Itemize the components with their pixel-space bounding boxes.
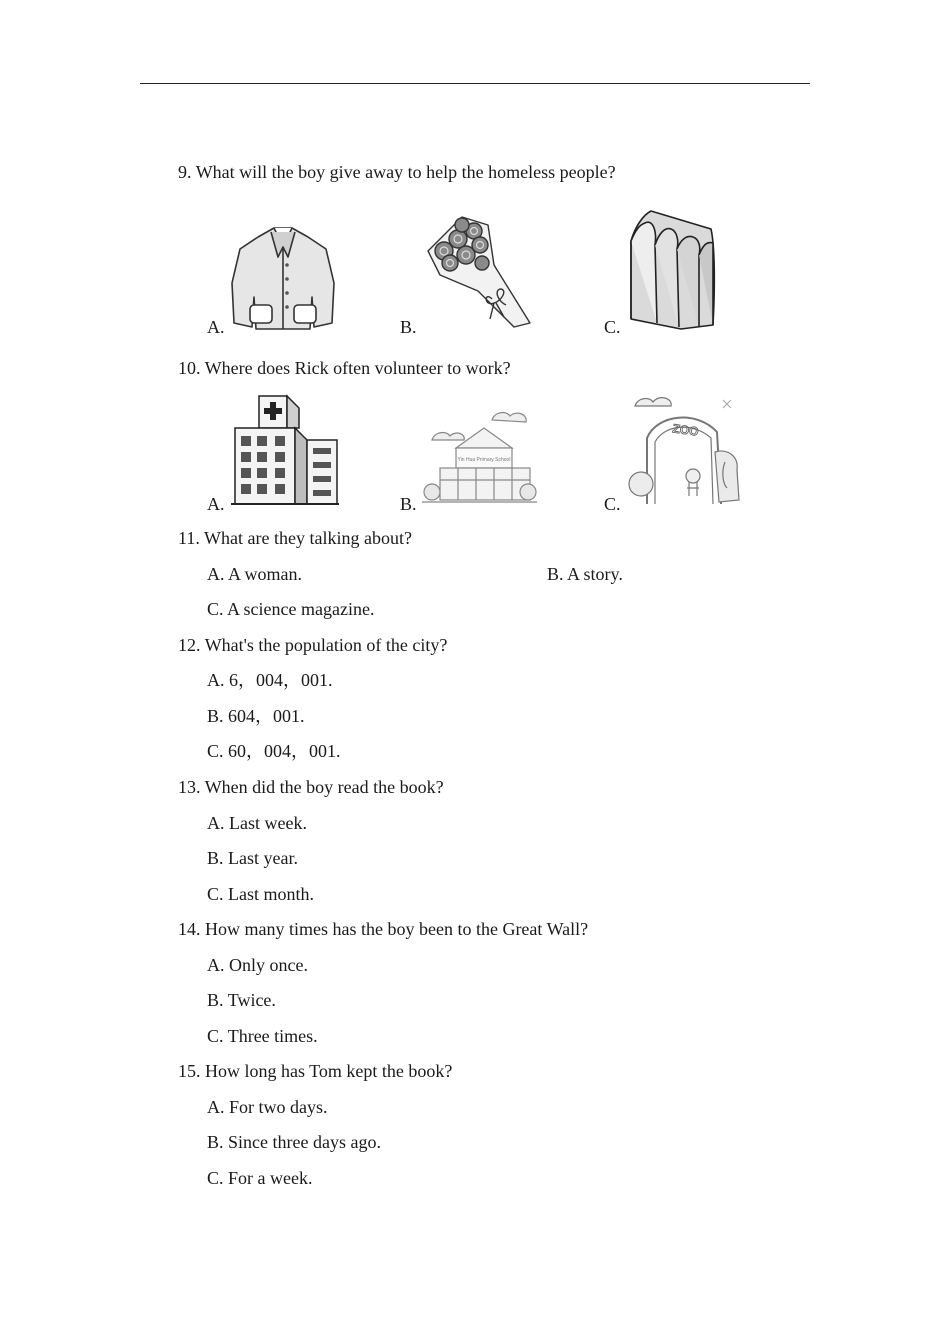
- option-15c[interactable]: [207, 1167, 313, 1189]
- zoo-sign: ZOO: [671, 421, 700, 439]
- option-text: For two days.: [229, 1097, 328, 1117]
- question-text: Where does Rick often volunteer to work?: [204, 358, 511, 378]
- option-14b[interactable]: [207, 989, 276, 1011]
- option-10a-label[interactable]: A.: [207, 494, 225, 514]
- question-12: [178, 634, 447, 656]
- option-13c[interactable]: [207, 883, 314, 905]
- option-letter: B.: [207, 1132, 224, 1152]
- option-letter: B.: [207, 990, 224, 1010]
- question-10: [178, 357, 511, 379]
- school-picture[interactable]: [422, 410, 537, 508]
- option-text: 60，004，001.: [228, 741, 341, 761]
- option-11c[interactable]: [207, 598, 374, 620]
- question-text: How long has Tom kept the book?: [205, 1061, 453, 1081]
- question-text: What's the population of the city?: [204, 635, 448, 655]
- question-15: [178, 1060, 452, 1082]
- option-text: Since three days ago.: [228, 1132, 381, 1152]
- question-14: [178, 918, 588, 940]
- option-text: A woman.: [228, 564, 303, 584]
- school-sign: Yin Hua Primary School: [457, 457, 511, 463]
- option-text: A story.: [567, 564, 623, 584]
- option-text: Twice.: [227, 990, 276, 1010]
- option-letter: B.: [207, 706, 224, 726]
- question-number: 13.: [178, 777, 201, 797]
- option-text: Last year.: [228, 848, 298, 868]
- zoo-picture[interactable]: [627, 392, 742, 508]
- option-letter: A.: [207, 1097, 225, 1117]
- option-12a[interactable]: [207, 669, 333, 691]
- option-letter: A.: [207, 670, 225, 690]
- header-rule: [140, 83, 810, 84]
- option-letter: A.: [207, 955, 225, 975]
- option-13a[interactable]: [207, 812, 307, 834]
- question-11: [178, 527, 412, 549]
- option-14c[interactable]: [207, 1025, 318, 1047]
- option-letter: B.: [547, 564, 564, 584]
- option-text: Only once.: [229, 955, 308, 975]
- question-text: When did the boy read the book?: [204, 777, 444, 797]
- option-15a[interactable]: [207, 1096, 328, 1118]
- option-12b[interactable]: [207, 705, 305, 727]
- option-letter: B.: [207, 848, 224, 868]
- question-number: 10.: [178, 358, 201, 378]
- option-11b[interactable]: [547, 563, 623, 585]
- option-9c-label[interactable]: C.: [604, 317, 621, 337]
- option-text: Last week.: [229, 813, 307, 833]
- option-text: A science magazine.: [227, 599, 375, 619]
- option-11a[interactable]: [207, 563, 302, 585]
- option-10b-label[interactable]: B.: [400, 494, 417, 514]
- bouquet-picture[interactable]: [422, 211, 537, 329]
- option-15b[interactable]: [207, 1131, 381, 1153]
- option-letter: C.: [207, 1168, 224, 1188]
- hospital-picture[interactable]: [231, 392, 341, 508]
- question-13: [178, 776, 444, 798]
- option-letter: C.: [207, 1026, 224, 1046]
- option-text: For a week.: [228, 1168, 313, 1188]
- question-number: 9.: [178, 162, 192, 182]
- option-text: 604，001.: [228, 706, 305, 726]
- option-text: Last month.: [228, 884, 315, 904]
- question-text: What are they talking about?: [204, 528, 412, 548]
- option-14a[interactable]: [207, 954, 308, 976]
- question-number: 12.: [178, 635, 201, 655]
- option-letter: A.: [207, 564, 225, 584]
- option-letter: A.: [207, 813, 225, 833]
- jacket-picture[interactable]: [228, 223, 338, 333]
- books-picture[interactable]: [625, 207, 717, 332]
- question-number: 11.: [178, 528, 200, 548]
- question-text: How many times has the boy been to the Great Wall?: [205, 919, 589, 939]
- option-letter: C.: [207, 599, 224, 619]
- question-text: What will the boy give away to help the homeless people?: [195, 162, 616, 182]
- option-9a-label[interactable]: A.: [207, 317, 225, 337]
- option-12c[interactable]: [207, 740, 341, 762]
- option-text: Three times.: [227, 1026, 318, 1046]
- option-13b[interactable]: [207, 847, 298, 869]
- option-9b-label[interactable]: B.: [400, 317, 417, 337]
- option-letter: C.: [207, 884, 224, 904]
- question-number: 15.: [178, 1061, 201, 1081]
- question-number: 14.: [178, 919, 201, 939]
- question-9: [178, 161, 616, 183]
- option-letter: C.: [207, 741, 224, 761]
- option-text: 6，004，001.: [229, 670, 333, 690]
- option-10c-label[interactable]: C.: [604, 494, 621, 514]
